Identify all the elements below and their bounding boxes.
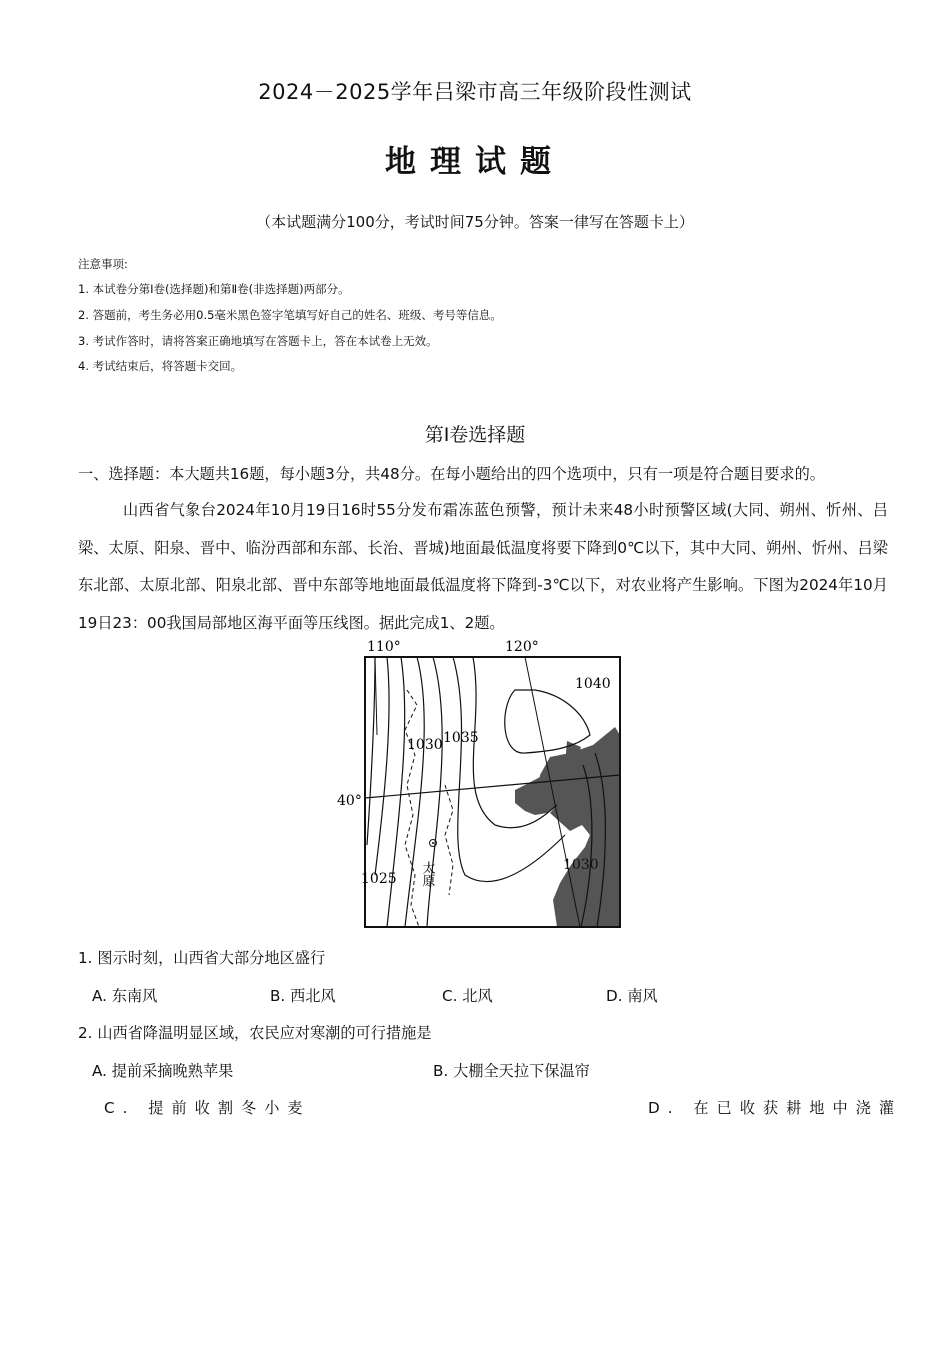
isobar-label: 1030 <box>407 737 443 753</box>
option-d: D. 在已收获耕地中浇灌 <box>648 1099 903 1117</box>
question-stem: 1. 图示时刻，山西省大部分地区盛行 <box>78 949 326 967</box>
option-c: C. 北风 <box>442 987 493 1005</box>
isobar-label: 1025 <box>361 871 397 887</box>
passage: 山西省气象台2024年10月19日16时55分发布霜冻蓝色预警，预计未来48小时预警区域(大同、朔州、忻州、吕梁、太原、阳泉、晋中、临汾西部和东部、长治、晋城)地面最低温度将要下降到0℃以下，其中大同、朔州、忻州、吕梁东北部、太原北部、阳泉北部、晋中东部等地地面最低温度将下降到-3℃以下，对农业将产生影响。下图为2024年10月19日23：00我国局部地区海平面等压线图。据此完成1、2题。 <box>78 501 888 632</box>
notice-item: 3. 考试作答时，请将答案正确地填写在答题卡上，答在本试卷上无效。 <box>78 334 438 348</box>
notice-item: 4. 考试结束后，将答题卡交回。 <box>78 359 243 373</box>
notice-item: 2. 答题前，考生务必用0.5毫米黑色签字笔填写好自己的姓名、班级、考号等信息。 <box>78 308 502 322</box>
isobar-label: 1030 <box>563 857 599 873</box>
lon-label-120: 120° <box>505 639 539 655</box>
city-label: 太原 <box>419 861 435 887</box>
notice-heading: 注意事项: <box>78 257 128 271</box>
option-a: A. 提前采摘晚熟苹果 <box>92 1062 234 1080</box>
option-a: A. 东南风 <box>92 987 158 1005</box>
lon-label-110: 110° <box>367 639 401 655</box>
notice-item: 1. 本试卷分第Ⅰ卷(选择题)和第Ⅱ卷(非选择题)两部分。 <box>78 282 350 296</box>
question-stem: 2. 山西省降温明显区域，农民应对寒潮的可行措施是 <box>78 1024 432 1042</box>
isobar-map <box>335 635 635 935</box>
isobar-label: 1040 <box>575 676 611 692</box>
section-title: 第Ⅰ卷选择题 <box>424 424 526 446</box>
option-b: B. 西北风 <box>270 987 336 1005</box>
subject-title: 地理试题 <box>385 144 565 180</box>
option-b: B. 大棚全天拉下保温帘 <box>433 1062 590 1080</box>
option-c: C. 提前收割冬小麦 <box>104 1099 311 1117</box>
section-instruction: 一、选择题：本大题共16题，每小题3分，共48分。在每小题给出的四个选项中，只有一项是符合题目要求的。 <box>78 465 825 483</box>
isobar-label: 1035 <box>443 730 479 746</box>
lat-label-40: 40° <box>337 793 362 809</box>
exam-info: （本试题满分100分，考试时间75分钟。答案一律写在答题卡上） <box>256 213 694 231</box>
option-d: D. 南风 <box>606 987 658 1005</box>
exam-title: 2024－2025学年吕梁市高三年级阶段性测试 <box>258 80 692 104</box>
